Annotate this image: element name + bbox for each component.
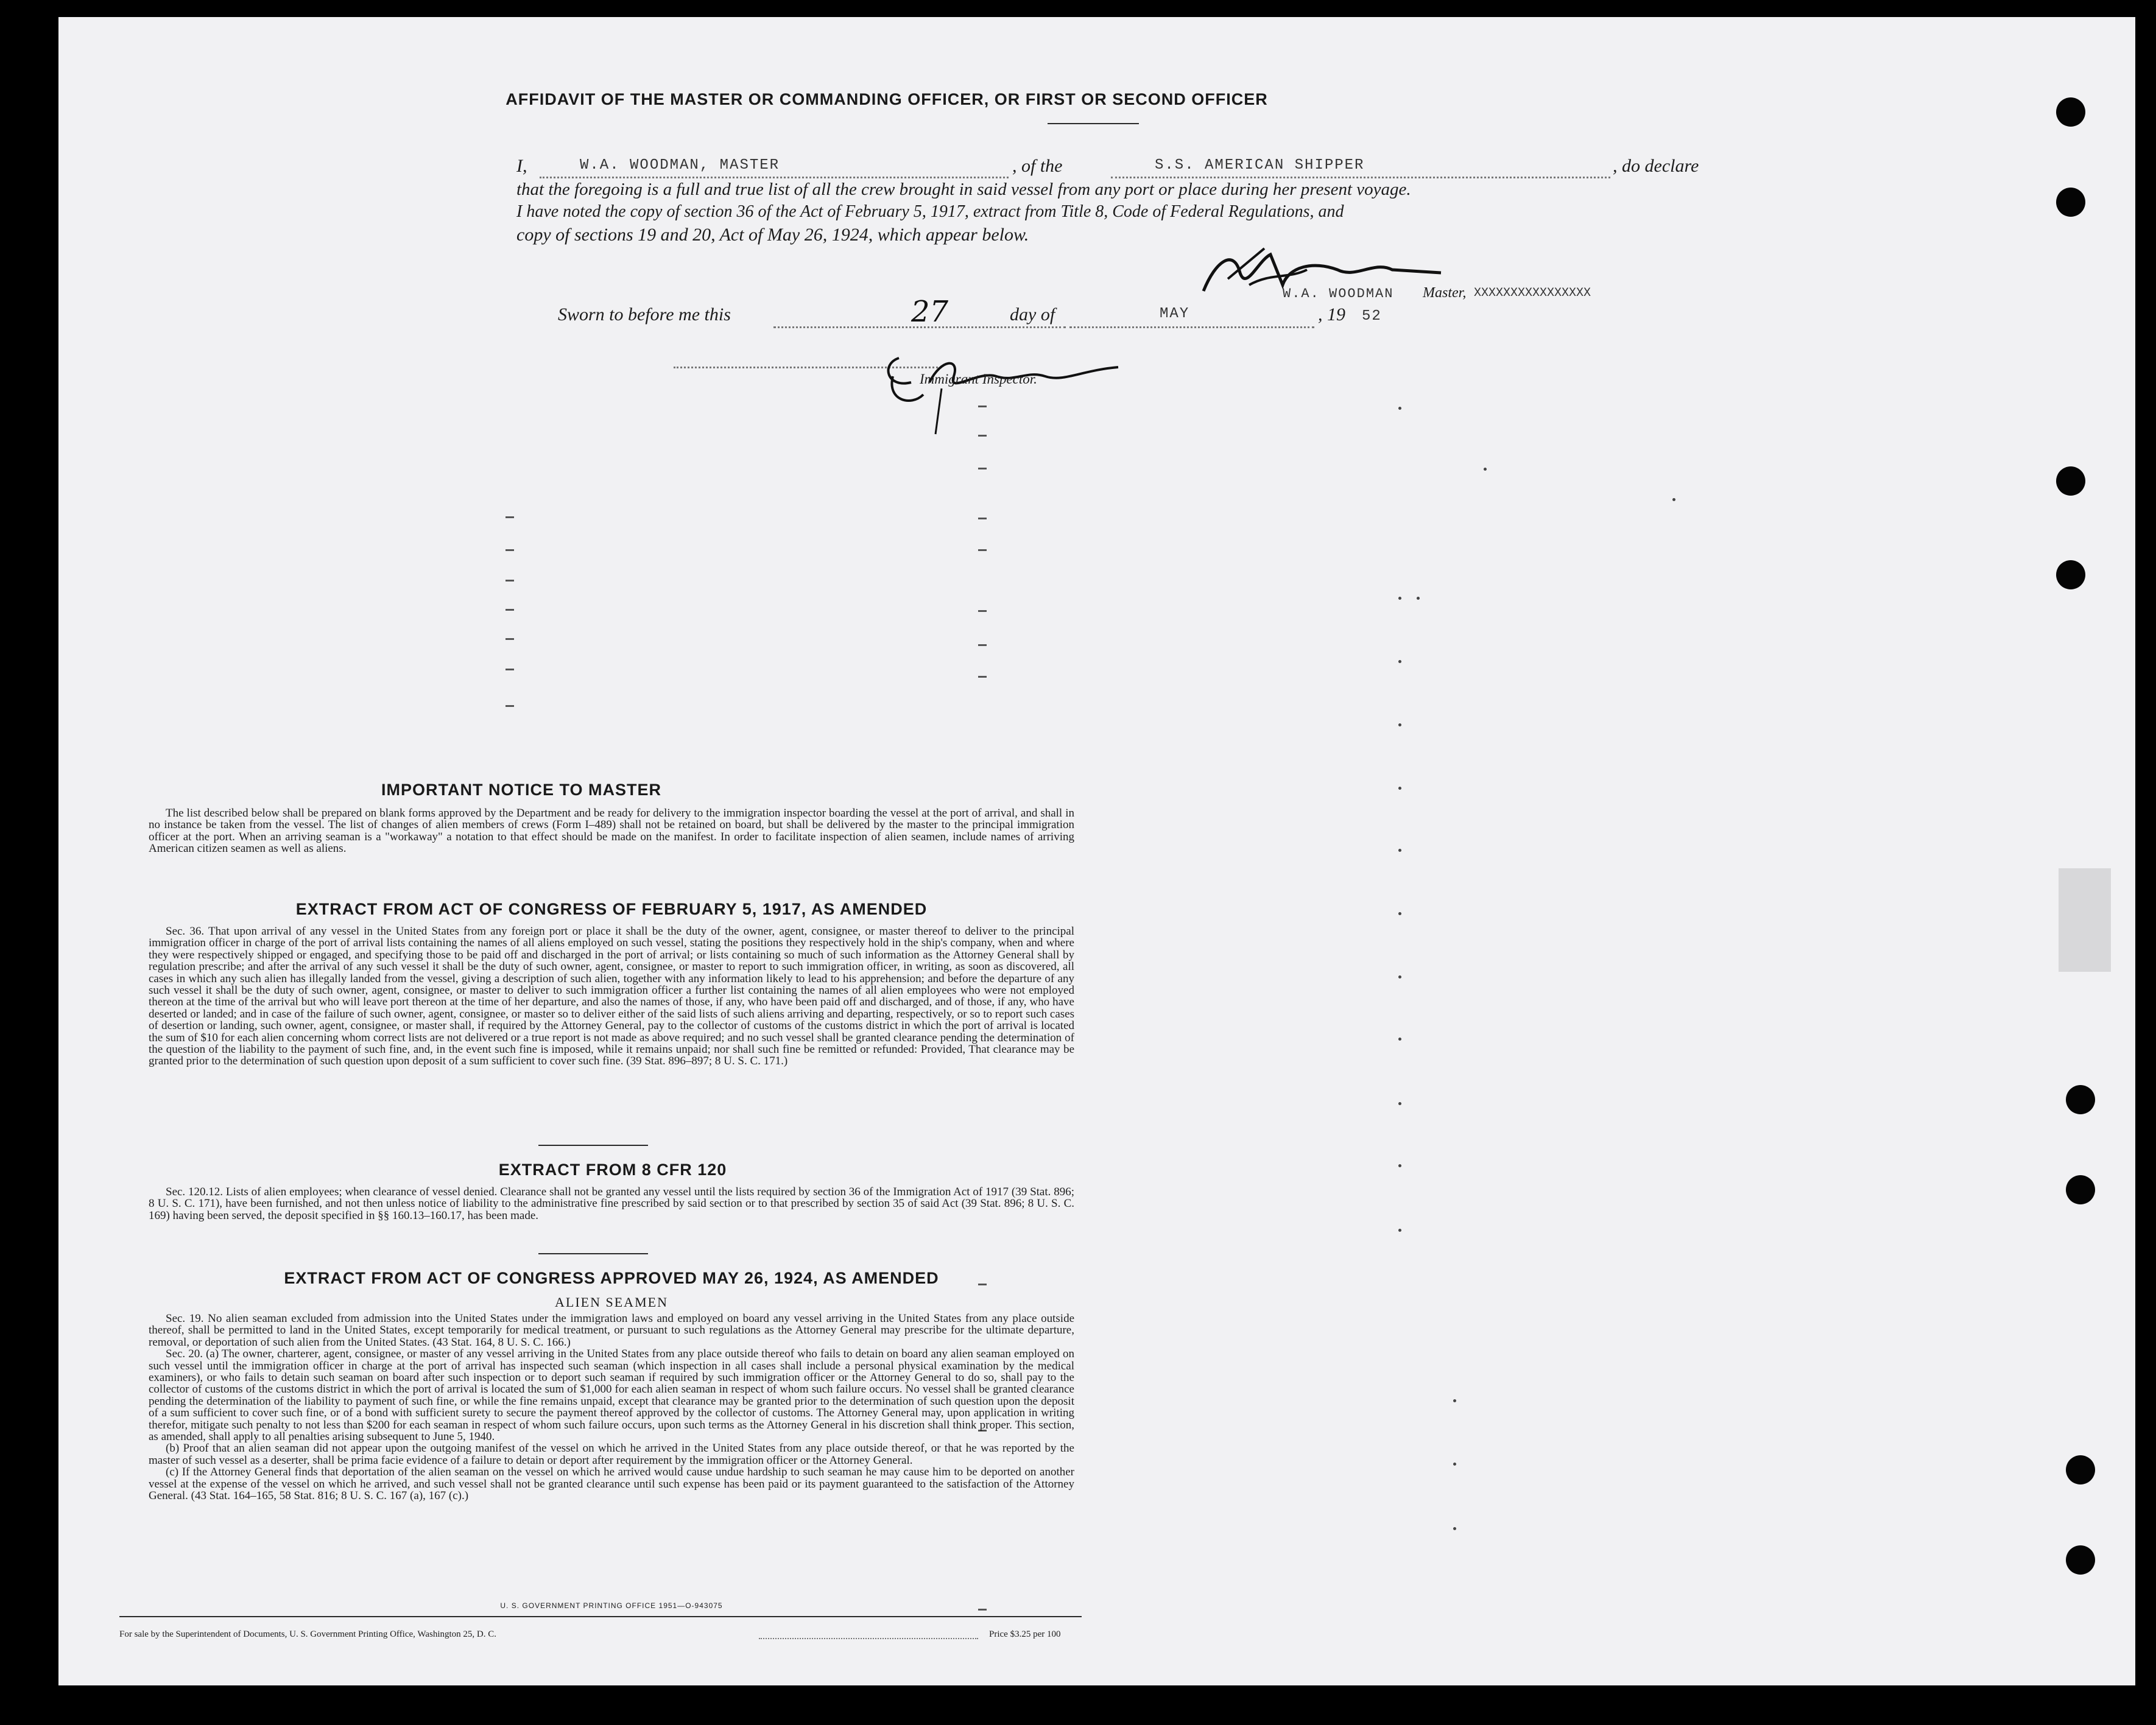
day-of-label: day of (1010, 304, 1055, 325)
declaration-line-2: that the foregoing is a full and true list of all the crew brought in said vessel from any port or place during her present voyage. (516, 180, 1411, 199)
title-rule (1048, 123, 1139, 124)
of-the-label: , of the (1012, 156, 1063, 176)
blank-mark (978, 549, 987, 551)
signature-typed-name: W.A. WOODMAN (1283, 286, 1394, 301)
blank-mark (978, 676, 987, 678)
master-name-value: W.A. WOODMAN, MASTER (580, 157, 780, 174)
do-declare-label: , do declare (1613, 156, 1699, 176)
footer-leader (759, 1638, 978, 1639)
form-sheet (58, 17, 2135, 1685)
year-prefix: , 19 (1318, 304, 1345, 325)
i-label: I, (516, 156, 527, 176)
blank-mark (1398, 975, 1401, 978)
notice-paragraph: The list described below shall be prepared on blank forms approved by the Department and be ready for delivery to the immigration inspector boarding the vessel at the port of arrival, and shall in no instance be taken from the vessel. The list of changes of alien members of crews (Form I–489) shall not be retained on board, but shall be delivered by the master to the principal immigration officer at the port. When an arriving seaman is a "workaway" a notation to that effect should be made on the manifest. In order to facilitate inspection of alien seamen, include names of arriving American citizen seamen as well as aliens. (149, 807, 1074, 855)
binder-hole (2056, 466, 2085, 496)
binder-hole (2066, 1545, 2095, 1575)
blank-mark (1398, 1038, 1401, 1041)
sworn-label: Sworn to before me this (558, 304, 731, 325)
blank-mark (1398, 723, 1401, 726)
binder-hole (2056, 560, 2085, 589)
month-line (1069, 326, 1314, 328)
notice-title: IMPORTANT NOTICE TO MASTER (381, 781, 661, 799)
section-20c-paragraph: (c) If the Attorney General finds that deportation of the alien seaman on the vessel on which he arrived would cause undue hardship to such seaman he may cause him to be deported on another vessel at the expense of the vessel on which he arrived, and such vessel shall not be granted clearance until such expense has been paid or its payment guaranteed to the satisfaction of the Attorney General. (43 Stat. 164–165, 58 Stat. 816; 8 U. S. C. 167 (a), 167 (c).) (149, 1466, 1074, 1503)
blank-mark (1484, 468, 1487, 471)
blank-mark (506, 516, 514, 518)
signature-title: Master, (1423, 285, 1467, 301)
extract-1917-text (149, 926, 1074, 1067)
blank-mark (1398, 849, 1401, 852)
blank-mark (1398, 1102, 1401, 1105)
blank-mark (506, 638, 514, 640)
blank-mark (978, 610, 987, 612)
binder-hole (2066, 1455, 2095, 1484)
extract-1924-text (149, 1313, 1074, 1502)
section-20b-paragraph: (b) Proof that an alien seaman did not appear upon the outgoing manifest of the vessel on which he arrived in the United States from any place outside thereof, or that he was reported by the master of such vessel as a deserter, shall be prima facie evidence of a failure to detain or deport after requirement by the immigration officer or the Attorney General. (149, 1442, 1074, 1467)
day-value: 27 (911, 295, 949, 329)
section-rule (538, 1145, 648, 1146)
binder-hole (2056, 188, 2085, 217)
vessel-name-value: S.S. AMERICAN SHIPPER (1155, 157, 1365, 174)
blank-mark (978, 468, 987, 469)
blank-mark (506, 580, 514, 581)
extract-8cfr-text (149, 1186, 1074, 1221)
blank-mark (1453, 1527, 1456, 1530)
blank-mark (1398, 407, 1401, 410)
blank-mark (1453, 1399, 1456, 1402)
blank-mark (506, 609, 514, 611)
section-120-12-paragraph: Sec. 120.12. Lists of alien employees; when clearance of vessel denied. Clearance shall not be granted any vessel until the lists required by section 36 of the Immigration Act of 1917 (39 Stat. 896; 8 U. S. C. 171), have been furnished, and not then unless notice of liability to the administrative fine prescribed by said section or to that prescribed by section 35 of said Act (39 Stat. 896; 8 U. S. C. 169) having been served, the deposit specified in §§ 160.13–160.17, has been made. (149, 1186, 1074, 1222)
vessel-name-line (1111, 177, 1610, 178)
extract-8cfr-title: EXTRACT FROM 8 CFR 120 (498, 1161, 727, 1179)
inspector-label: Immigrant Inspector. (920, 371, 1037, 387)
blank-mark (978, 406, 987, 407)
for-sale-note: For sale by the Superintendent of Documents, U. S. Government Printing Office, Washington 25, D. C. (119, 1629, 496, 1639)
binder-hole (2066, 1085, 2095, 1114)
affidavit-title: AFFIDAVIT OF THE MASTER OR COMMANDING OFFICER, OR FIRST OR SECOND OFFICER (506, 90, 1268, 108)
blank-mark (978, 518, 987, 519)
blank-mark (506, 669, 514, 670)
blank-mark (1398, 787, 1401, 790)
blank-mark (1453, 1463, 1456, 1466)
blank-mark (1398, 597, 1401, 600)
year-suffix: 52 (1362, 308, 1382, 325)
blank-mark (1672, 498, 1675, 501)
declaration-line-4: copy of sections 19 and 20, Act of May 26, 1924, which appear below. (516, 225, 1029, 245)
blank-mark (978, 435, 987, 437)
stain-mark (2059, 868, 2111, 972)
blank-mark (1417, 597, 1420, 600)
alien-seamen-subtitle: ALIEN SEAMEN (555, 1295, 668, 1310)
blank-mark (1398, 1164, 1401, 1167)
section-36-paragraph: Sec. 36. That upon arrival of any vessel in the United States from any foreign port or place it shall be the duty of the owner, agent, consignee, or master thereof to deliver to the principal immigration officer in charge of the port of arrival lists containing the names of all aliens employed on such vessel, stating the positions they respectively hold in the ship's company, when and where they were respectively shipped or engaged, and specifying those to be paid off and discharged in the port of arrival; or lists containing so much of such information as the Attorney General shall by regulation prescribe; and after the arrival of any such vessel it shall be the duty of such owner, agent, consignee, or master to report to such immigration officer, in writing, as soon as discovered, all cases in which any such alien has illegally landed from the vessel, giving a description of such alien, together with any information likely to lead to his apprehension; and before the departure of any such vessel it shall be the duty of such owner, agent, consignee, or master to deliver to such immigration officer a further list containing the names of all alien employees who were not employed thereon at the time of the arrival but who will leave port thereon at the time of her departure, and also the names of those, if any, who have been paid off and discharged, and of those, if any, who have deserted or landed; and in case of the failure of such owner, agent, consignee, or master so to deliver either of the said lists of such aliens arriving and departing, respectively, or so to report such cases of desertion or landing, such owner, agent, consignee, or master shall, if required by the Attorney General, pay to the collector of customs of the customs district in which the port of arrival is located the sum of $10 for each alien concerning whom correct lists are not delivered or a true report is not made as above required; and no such vessel shall be granted clearance pending the determination of the question of the liability to the payment of such fine, and, in the event such fine is imposed, while it remains unpaid; nor shall such fine be remitted or refunded: Provided, That clearance may be granted prior to the determination of such question upon deposit of a sum sufficient to cover such fine. (39 Stat. 896–897; 8 U. S. C. 171.) (149, 925, 1074, 1068)
blank-mark (1398, 660, 1401, 663)
master-name-line (540, 177, 1009, 178)
section-19-paragraph: Sec. 19. No alien seaman excluded from admission into the United States under the immigration laws and employed on board any vessel arriving in the United States from any place outside thereof, shall be permitted to land in the United States, except temporarily for medical treatment, or pursuant to such regulations as the Attorney General may prescribe for the ultimate departure, removal, or deportation of such alien from the United States. (43 Stat. 164, 8 U. S. C. 166.) (149, 1312, 1074, 1349)
blank-mark (1398, 912, 1401, 915)
notice-text (149, 807, 1074, 855)
binder-hole (2056, 97, 2085, 127)
printing-office-line: U. S. GOVERNMENT PRINTING OFFICE 1951—O-943075 (500, 1601, 723, 1610)
price-note: Price $3.25 per 100 (989, 1629, 1061, 1639)
month-value: MAY (1160, 306, 1190, 322)
blank-mark (1398, 1229, 1401, 1232)
footer-rule (119, 1616, 1082, 1617)
extract-1917-title: EXTRACT FROM ACT OF CONGRESS OF FEBRUARY 5, 1917, AS AMENDED (295, 900, 928, 918)
blank-mark (506, 549, 514, 551)
binder-hole (2066, 1175, 2095, 1204)
blank-mark (506, 705, 514, 707)
declaration-line-3: I have noted the copy of section 36 of the Act of February 5, 1917, extract from Title 8, Code of Federal Regulations, and (516, 202, 1344, 221)
blank-mark (978, 644, 987, 646)
extract-1924-title: EXTRACT FROM ACT OF CONGRESS APPROVED MAY 26, 1924, AS AMENDED (284, 1269, 939, 1287)
section-20a-paragraph: Sec. 20. (a) The owner, charterer, agent, consignee, or master of any vessel arriving in the United States from any place outside thereof who fails to detain on board any alien seaman employed on such vessel until the immigration officer in charge at the port of arrival has inspected such seaman (which inspection in all cases shall include a personal physical examination by the medical examiners), or who fails to detain such seaman on board after such inspection or to deport such seaman if required by such immigration officer or the Attorney General to do so, shall pay to the collector of customs of the customs district in which the port of arrival is located the sum of $1,000 for each alien seaman in respect of whom such failure occurs. No vessel shall be granted clearance pending the determination of the liability to payment of such fine, or while the fine remains unpaid, except that clearance may be granted prior to the determination of such question upon the deposit of a sum sufficient to cover such fine, or of a bond with sufficient surety to secure the payment thereof approved by the collector of customs. The Attorney General may, upon application in writing therefor, mitigate such penalty to not less than $200 for each seaman in respect of whom such failure occurs, upon such terms as the Attorney General in his discretion shall think proper. This section, as amended, shall apply to all penalties arising subsequent to June 5, 1940. (149, 1347, 1074, 1444)
signature-title-struck: XXXXXXXXXXXXXXXX (1474, 286, 1591, 300)
section-rule (538, 1253, 648, 1254)
